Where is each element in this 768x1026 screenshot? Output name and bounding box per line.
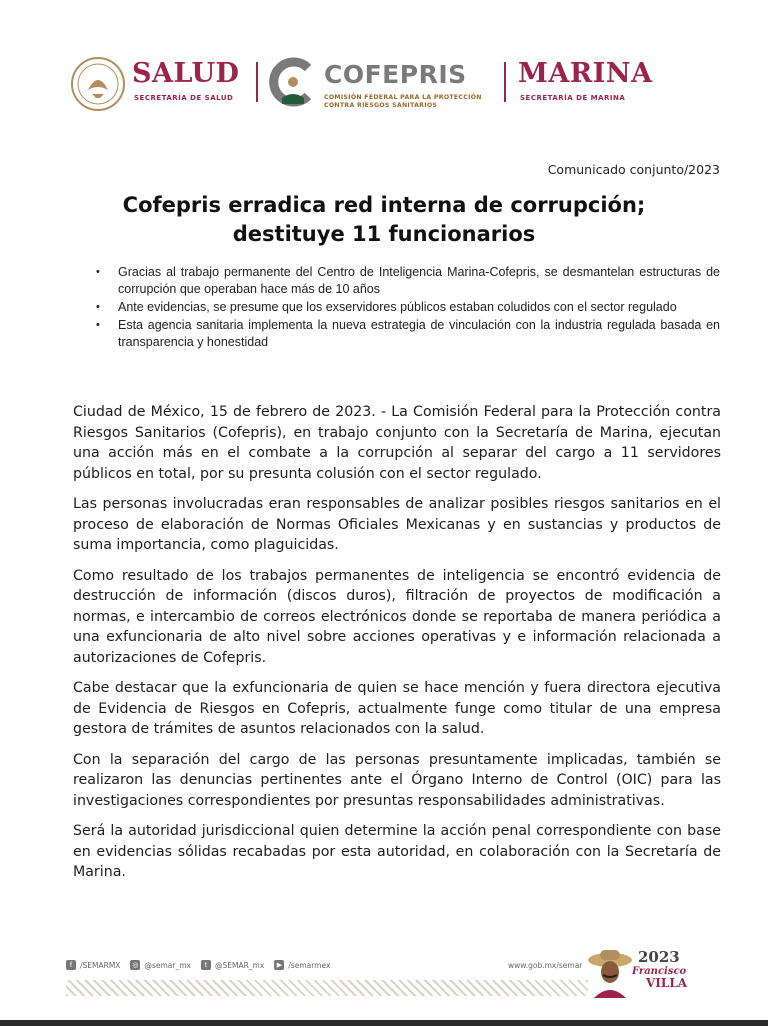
comunicado-number: Comunicado conjunto/2023 (547, 162, 720, 177)
villa-firstname: Francisco (632, 966, 687, 977)
footer (66, 946, 696, 1006)
document-body (73, 402, 721, 893)
social-instagram[interactable] (130, 960, 191, 970)
decorative-pattern (66, 980, 588, 996)
instagram-icon: ◎ (132, 961, 139, 969)
title-line-1: Cofepris erradica red interna de corrupción; (122, 193, 646, 217)
salud-name: SALUD (132, 58, 240, 89)
letterhead (70, 52, 690, 114)
twitter-icon: t (201, 960, 211, 970)
summary-bullets (96, 264, 720, 352)
social-label: /semarmex (288, 960, 331, 970)
cofepris-subtitle-2: CONTRA RIESGOS SANITARIOS (324, 102, 438, 109)
body-paragraph: Será la autoridad jurisdiccional quien determine la acción penal correspondiente con base en evidencias sólidas recabadas por esta autoridad, en colaboración con la Secretaría de Marina. (73, 823, 721, 880)
title-line-2: destituye 11 funcionarios (232, 222, 536, 246)
bottom-border (0, 1020, 768, 1026)
villa-lastname: VILLA (646, 976, 688, 990)
social-label: @SEMAR_mx (214, 960, 265, 970)
anniversary-year: 2023 (638, 948, 680, 966)
document-title (40, 191, 728, 249)
body-paragraph: Cabe destacar que la exfuncionaria de quien se hace mención y fuera directora ejecutiva de Evidencia de Riesgos en Cofepris, actualmente funge como titular de una empresa gestora de trámites de asuntos relacionados con la salud. (73, 680, 721, 737)
cofepris-name: COFEPRIS (324, 60, 467, 89)
social-youtube[interactable] (274, 960, 330, 970)
marina-name: MARINA (518, 58, 653, 89)
mexico-seal-icon (70, 56, 126, 112)
body-paragraph: Con la separación del cargo de las personas presuntamente implicadas, también se realizaron las denuncias pertinentes ante el Órgano Interno de Control (OIC) para las investigaciones correspondientes por presuntas responsabilidades administrativas. (73, 751, 721, 809)
social-label: /SEMARMX (80, 960, 121, 970)
salud-subtitle: SECRETARÍA DE SALUD (134, 94, 234, 102)
social-links (66, 960, 330, 970)
body-paragraph: Como resultado de los trabajos permanentes de inteligencia se encontró evidencia de destrucción de información (discos duros), filtración de proyectos de modificación a normas, e intercambio de correos electrónicos donde se reportaba de manera periódica a una exfuncionaria de alto nivel sobre acciones operativas y e información relacionada a autorizaciones de Cofepris. (73, 567, 721, 666)
cofepris-logo-icon (268, 54, 318, 110)
social-twitter[interactable] (201, 960, 264, 970)
facebook-icon: f (66, 960, 76, 970)
cofepris-subtitle-1: COMISIÓN FEDERAL PARA LA PROTECCIÓN (324, 94, 482, 101)
body-paragraph: Ciudad de México, 15 de febrero de 2023. - La Comisión Federal para la Protección contra Riesgos Sanitarios (Cofepris), en trabajo conjunto con la Secretaría de Marina, ejecutan una acción más en el combate a la corrupción al separar del cargo a 11 servidores públicos en total, por su presunta colusión con el sector regulado. (73, 404, 721, 482)
website-link[interactable]: www.gob.mx/semar (508, 961, 583, 970)
bullet-item: • Ante evidencias, se presume que los exservidores públicos estaban coludidos con el sector regulado (96, 299, 720, 316)
francisco-villa-portrait-icon (586, 946, 634, 998)
bullet-item: • Gracias al trabajo permanente del Centro de Inteligencia Marina-Cofepris, se desmantelan estructuras de corrupción que operaban hace más de 10 años (96, 264, 720, 298)
header-divider (256, 62, 258, 102)
body-paragraph: Las personas involucradas eran responsables de analizar posibles riesgos sanitarios en el proceso de elaboración de Normas Oficiales Mexicanas y en sustancias y productos de suma importancia, como plaguicidas. (73, 496, 721, 553)
header-divider (504, 62, 506, 102)
social-label: @semar_mx (144, 960, 191, 970)
marina-subtitle: SECRETARÍA DE MARINA (520, 94, 626, 102)
social-facebook[interactable] (66, 960, 120, 970)
bullet-item: • Esta agencia sanitaria implementa la nueva estrategia de vinculación con la industria regulada basada en transparencia y honestidad (96, 317, 720, 351)
youtube-icon: ▶ (274, 960, 284, 970)
